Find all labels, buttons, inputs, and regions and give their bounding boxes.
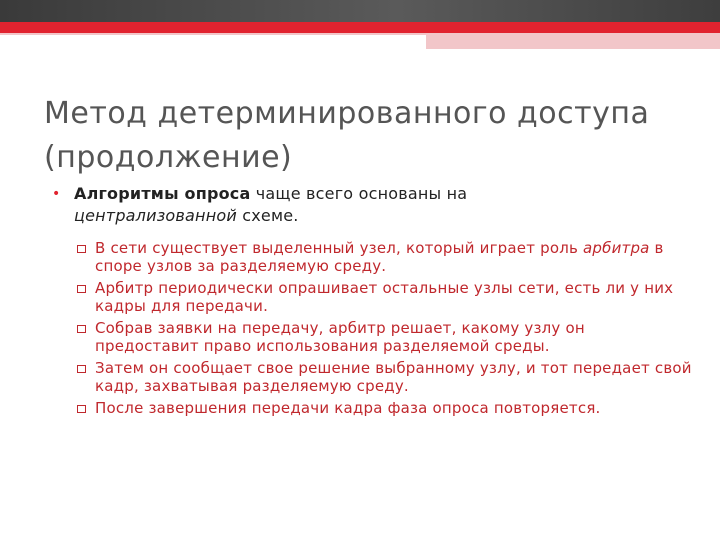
main-bullet-text-1: чаще всего основаны на <box>250 184 468 203</box>
top-pink-block <box>426 33 720 49</box>
main-bullet-bold: Алгоритмы опроса <box>74 184 251 203</box>
sub-bullet-list <box>74 239 692 417</box>
sub-bullet-5 <box>74 399 692 417</box>
sub-bullet-1 <box>74 239 692 275</box>
slide-title <box>44 92 704 180</box>
main-bullet <box>52 183 692 227</box>
sub-bullet-2-text: Арбитр периодически опрашивает остальные узлы сети, есть ли у них кадры для передачи. <box>95 279 674 315</box>
sub-bullet-3 <box>74 319 692 355</box>
sub-bullet-1-text-1: В сети существует выделенный узел, который играет роль <box>95 239 583 257</box>
sub-bullet-2 <box>74 279 692 315</box>
sub-bullet-1-text-2: в споре узлов за разделяемую среду. <box>95 239 664 275</box>
square-bullet-icon <box>77 325 86 333</box>
slide-title-line-1: Метод детерминированного доступа <box>44 96 650 131</box>
slide-body <box>52 183 692 421</box>
square-bullet-icon <box>77 285 86 293</box>
sub-bullet-4 <box>74 359 692 395</box>
top-red-bar <box>0 22 720 33</box>
sub-bullet-4-text: Затем он сообщает свое решение выбранному узлу, и тот передает свой кадр, захватывая разделяемую среду. <box>95 359 692 395</box>
main-bullet-italic: централизованной <box>74 206 237 225</box>
sub-bullet-5-text: После завершения передачи кадра фаза опроса повторяется. <box>95 399 601 417</box>
square-bullet-icon <box>77 245 86 253</box>
main-bullet-text-2: схеме. <box>236 206 299 225</box>
top-dark-bar <box>0 0 720 22</box>
slide-title-line-2: (продолжение) <box>44 140 293 175</box>
top-pink-line <box>0 33 426 35</box>
square-bullet-icon <box>77 405 86 413</box>
square-bullet-icon <box>77 365 86 373</box>
red-bullet-icon: • <box>52 186 61 202</box>
sub-bullet-3-text: Собрав заявки на передачу, арбитр решает, какому узлу он предоставит право использования разделяемой среды. <box>95 319 585 355</box>
sub-bullet-1-italic: арбитра <box>583 239 650 257</box>
